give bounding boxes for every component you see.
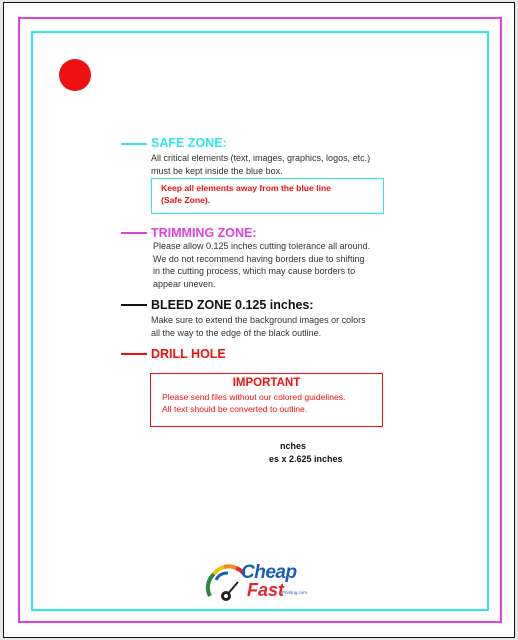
important-title: IMPORTANT — [232, 377, 301, 389]
trimming-zone-heading: TRIMMING ZONE: — [151, 226, 257, 240]
trimming-zone-legend-line — [121, 232, 147, 234]
safe-zone-note — [151, 178, 384, 214]
logo-cheap-text: Cheap — [241, 562, 297, 583]
bleed-zone-description — [151, 314, 366, 339]
trimming-zone-line-4: appear uneven. — [153, 278, 216, 289]
logo-printing-text: Printing.com — [282, 590, 308, 595]
drill-hole-heading: DRILL HOLE — [151, 347, 226, 361]
cheap-fast-printing-logo — [204, 558, 324, 610]
safe-zone-line-1: All critical elements (text, images, graphics, logos, etc.) — [151, 153, 371, 163]
trimming-zone-line-2: We do not recommend having borders due to shifting — [153, 253, 365, 264]
bleed-zone-line-2: all the way to the edge of the black outline. — [151, 327, 322, 338]
bleed-zone-line-1: Make sure to extend the background images or colors — [151, 315, 366, 325]
bleed-zone-heading: BLEED ZONE 0.125 inches: — [151, 298, 314, 312]
safe-zone-description — [151, 152, 370, 177]
safe-zone-heading: SAFE ZONE: — [151, 136, 227, 150]
important-box — [150, 373, 383, 427]
bleed-zone-legend-line — [121, 304, 147, 306]
safe-zone-legend-line — [121, 143, 147, 145]
drill-hole-marker — [59, 59, 91, 91]
trimming-zone-line-3: in the cutting process, which may cause borders to — [153, 266, 356, 276]
size-info-line-1: nches — [280, 441, 307, 451]
important-line-1: Please send files without our colored guidelines. — [162, 392, 346, 402]
safe-zone-line-2: must be kept inside the blue box. — [151, 165, 283, 176]
trimming-zone-description — [153, 240, 370, 290]
important-line-2: All text should be converted to outline. — [162, 404, 308, 414]
size-info-line-2: es x 2.625 inches — [269, 454, 343, 464]
drill-hole-legend-line — [121, 353, 147, 355]
safe-zone-note-line-2: (Safe Zone). — [161, 195, 211, 205]
trimming-zone-line-1: Please allow 0.125 inches cutting tolerance all around. — [153, 241, 371, 251]
safe-zone-note-line-1: Keep all elements away from the blue line — [161, 183, 332, 193]
logo-fast-text: Fast — [247, 580, 285, 600]
